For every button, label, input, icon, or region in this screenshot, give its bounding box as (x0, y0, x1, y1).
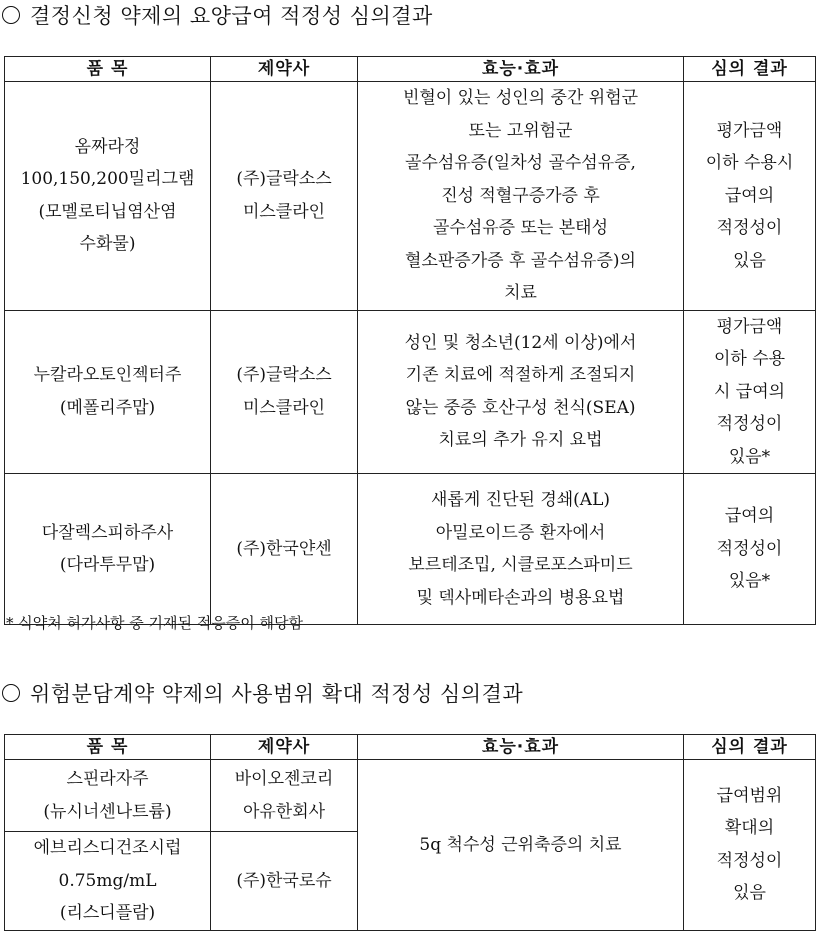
cell-line: 있음* (728, 446, 771, 467)
table2-header-row (5, 735, 816, 760)
review-table-2 (4, 734, 816, 931)
header-efficacy: 효능·효과 (358, 735, 684, 760)
efficacy-cell (358, 760, 684, 931)
company-cell (211, 474, 358, 625)
efficacy-cell (358, 82, 684, 311)
cell-line: 미스클라인 (242, 397, 326, 418)
cell-line: 아밀로이드증 환자에서 (435, 522, 606, 543)
cell-line: 스핀라자주 (66, 769, 149, 789)
table-row (5, 82, 816, 311)
cell-line: 적정성이 (716, 538, 783, 559)
product-cell (5, 832, 211, 931)
cell-line: (주)글락소스 (236, 169, 332, 190)
header-result: 심의 결과 (684, 735, 816, 760)
cell-line: 5q 척수성 근위축증의 치료 (419, 834, 622, 855)
circle-bullet-icon (2, 6, 20, 24)
section1-title (2, 0, 433, 30)
cell-line: 적정성이 (716, 850, 783, 871)
cell-line: 수화물) (79, 234, 136, 255)
cell-line: (주)한국로슈 (236, 870, 332, 891)
circle-bullet-icon (2, 684, 20, 702)
cell-line: 미스클라인 (242, 201, 326, 222)
company-cell (211, 310, 358, 474)
cell-line: 골수섬유증(일차성 골수섬유증, (405, 153, 636, 173)
company-cell (211, 832, 358, 931)
cell-line: 빈혈이 있는 성인의 중간 위험군 (402, 88, 639, 108)
cell-line: 진성 적혈구증가증 후 (441, 185, 600, 206)
cell-line: 시 급여의 (713, 381, 786, 402)
table-row (5, 760, 816, 832)
table-row (5, 474, 816, 625)
cell-line: 골수섬유증 또는 본태성 (432, 218, 609, 238)
cell-line: 바이오젠코리 (234, 769, 334, 789)
header-result: 심의 결과 (684, 57, 816, 82)
cell-line: (다라투무맙) (59, 555, 156, 575)
cell-line: 있음 (733, 883, 766, 904)
company-cell (211, 82, 358, 311)
cell-line: 적정성이 (716, 218, 783, 238)
cell-line: 에브리스디건조시럽 (33, 838, 182, 858)
cell-line: (모멜로티닙염산염 (38, 201, 177, 222)
header-company: 제약사 (211, 735, 358, 760)
table-row (5, 310, 816, 474)
result-cell (684, 310, 816, 474)
cell-line: 및 덱사메타손과의 병용요법 (416, 587, 625, 608)
cell-line: 확대의 (724, 818, 775, 839)
cell-line: (주)글락소스 (236, 365, 332, 386)
cell-line: 평가금액 (716, 120, 783, 141)
result-cell (684, 474, 816, 625)
company-cell (211, 760, 358, 832)
efficacy-cell (358, 474, 684, 625)
cell-line: 다잘렉스피하주사 (41, 522, 174, 543)
header-product: 품 목 (5, 735, 211, 760)
cell-line: 보르테조밉, 시클로포스파미드 (408, 555, 633, 575)
result-cell (684, 760, 816, 931)
cell-line: 100,150,200밀리그램 (20, 169, 195, 190)
product-cell (5, 310, 211, 474)
cell-line: 옴짜라정 (74, 136, 141, 157)
cell-line: 아유한회사 (242, 801, 326, 822)
section2-title-text: 위험분담계약 약제의 사용범위 확대 적정성 심의결과 (30, 682, 524, 706)
cell-line: (리스디플람) (59, 903, 156, 923)
cell-line: 급여의 (724, 185, 775, 206)
footnote: * 식약처 허가사항 중 기재된 적응증이 해당함 (6, 614, 303, 632)
table1-header-row (5, 57, 816, 82)
cell-line: 새롭게 진단된 경쇄(AL) (430, 490, 610, 510)
cell-line: 급여의 (724, 506, 775, 527)
efficacy-cell (358, 310, 684, 474)
header-efficacy: 효능·효과 (358, 57, 684, 82)
section2-title (2, 678, 523, 708)
cell-line: 성인 및 청소년(12세 이상)에서 (404, 332, 637, 353)
cell-line: 0.75mg/mL (58, 870, 157, 891)
cell-line: (주)한국얀센 (236, 538, 332, 559)
cell-line: (뉴시너센나트륨) (43, 801, 172, 822)
cell-line: 누칼라오토인젝터주 (33, 365, 182, 386)
header-company: 제약사 (211, 57, 358, 82)
review-table-1 (4, 56, 816, 625)
cell-line: (메폴리주맙) (59, 397, 156, 418)
cell-line: 평가금액 (716, 316, 783, 337)
header-product: 품 목 (5, 57, 211, 82)
cell-line: 치료 (504, 283, 537, 303)
cell-line: 있음* (728, 571, 771, 592)
cell-line: 기존 치료에 적절하게 조절되지 (405, 365, 636, 386)
cell-line: 적정성이 (716, 414, 783, 434)
cell-line: 이하 수용시 (705, 153, 794, 173)
section1-title-text: 결정신청 약제의 요양급여 적정성 심의결과 (30, 4, 433, 28)
product-cell (5, 82, 211, 311)
result-cell (684, 82, 816, 311)
cell-line: 또는 고위험군 (468, 120, 573, 141)
cell-line: 이하 수용 (713, 349, 786, 369)
cell-line: 있음 (733, 250, 766, 271)
cell-line: 치료의 추가 유지 요법 (438, 430, 603, 451)
product-cell (5, 760, 211, 832)
cell-line: 않는 중증 호산구성 천식(SEA) (405, 397, 636, 418)
product-cell (5, 474, 211, 625)
cell-line: 혈소판증가증 후 골수섬유증)의 (405, 250, 636, 271)
cell-line: 급여범위 (716, 785, 783, 806)
